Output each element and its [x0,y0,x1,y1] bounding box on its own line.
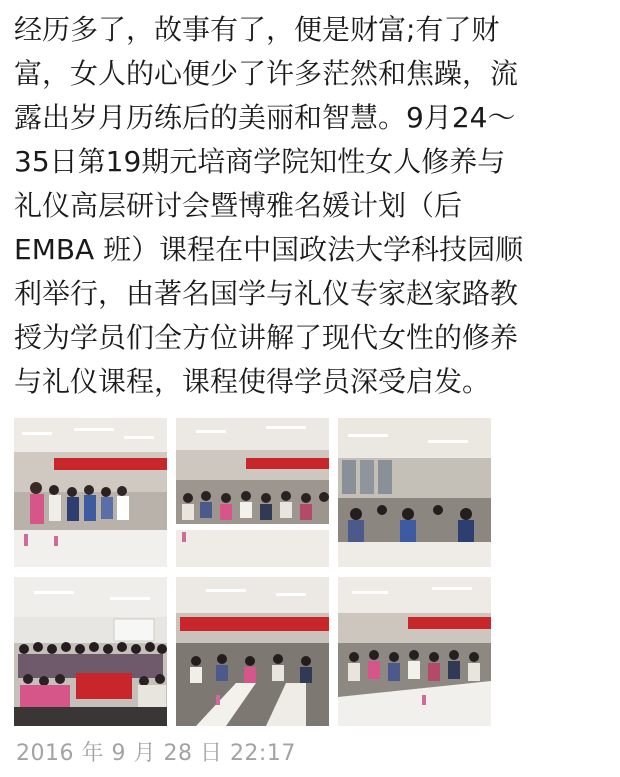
post-text-line: 露出岁月历练后的美丽和智慧。9月24～ [14,101,516,134]
post-text-line: 授为学员们全方位讲解了现代女性的修养 [14,321,519,354]
post-text-line: 礼仪高层研讨会暨博雅名媛计划（后 [14,189,463,222]
post-text-line: 利举行，由著名国学与礼仪专家赵家路教 [14,277,519,310]
photo-classroom-back-view[interactable] [338,418,491,567]
photo-classroom-long-tables[interactable] [176,577,329,726]
photo-classroom-seated-rows[interactable] [176,418,329,567]
photo-classroom-standing-women[interactable] [14,418,167,567]
post-text-line: 35日第19期元培商学院知性女人修养与 [14,145,506,178]
post-text-line: 与礼仪课程，课程使得学员深受启发。 [14,365,491,398]
post-text-line: 富，女人的心便少了许多茫然和焦躁，流 [14,57,519,90]
photo-group-with-red-banner[interactable] [14,577,167,726]
post-text [14,8,614,404]
post-text-line: EMBA 班）课程在中国政法大学科技园顺 [14,233,524,266]
photo-classroom-side-view[interactable] [338,577,491,726]
photo-grid [14,418,496,726]
post-text-line: 经历多了，故事有了，便是财富;有了财 [14,13,500,46]
post-timestamp: 2016 年 9 月 28 日 22:17 [16,741,296,766]
